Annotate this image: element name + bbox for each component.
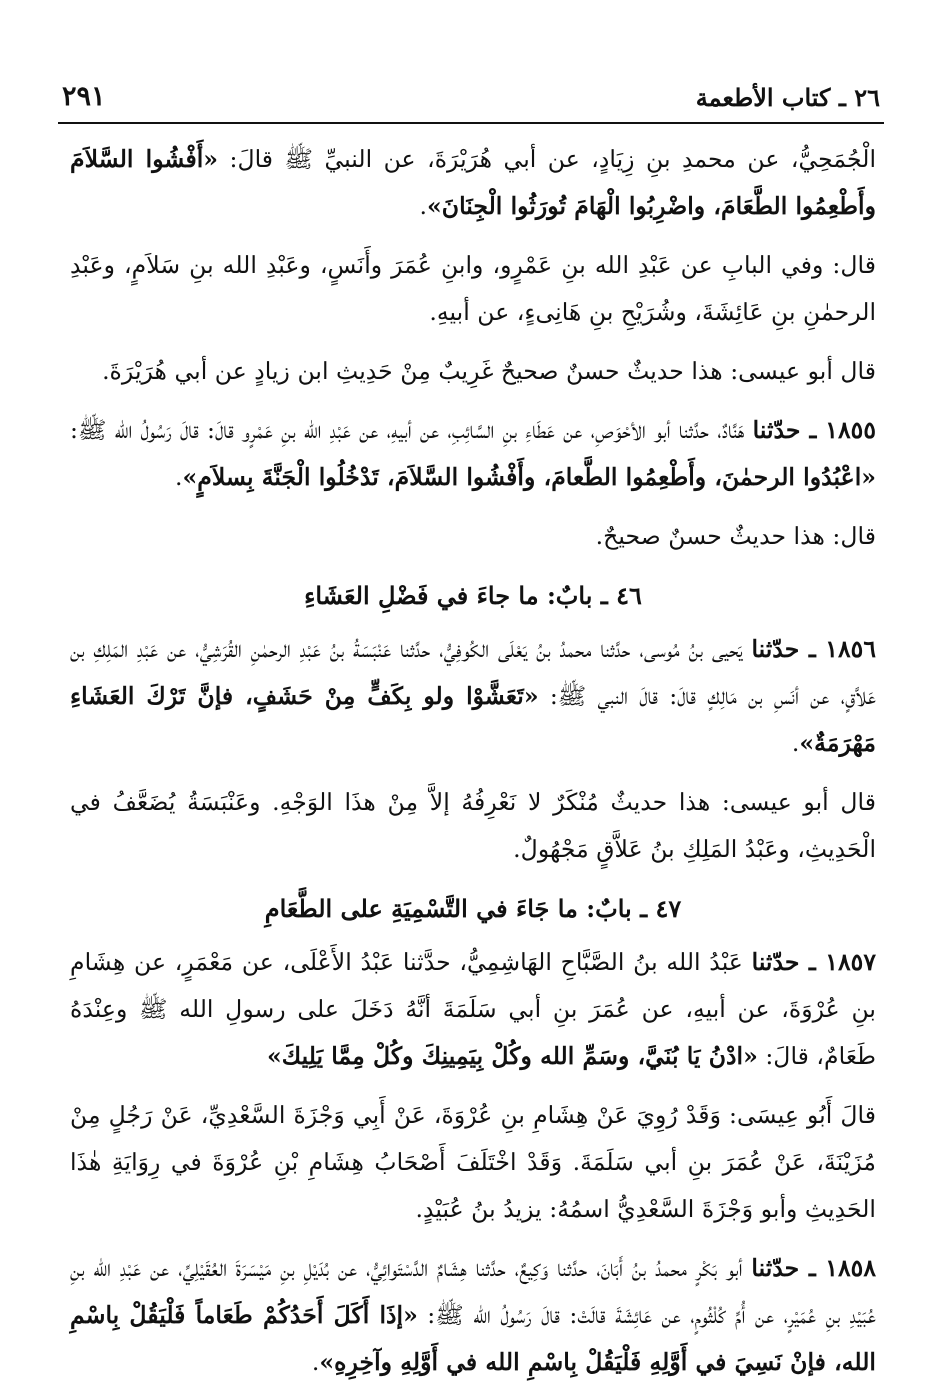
page-content [70,136,876,1398]
paragraph: قالَ أَبُو عِيسَى: وَقَدْ رُوِيَ عَنْ هِشَامِ بنِ عُرْوَةَ، عَنْ أَبِي وَجْزَةَ السَّعْدِيِّ، عَنْ رَجُلٍ مِنْ مُزَيْنَةَ، عَنْ عُمَرَ بنِ أبي سَلَمَةَ. وَقَدْ اخْتَلَفَ أَصْحَابُ هِشَامِ بْنِ عُرْوَةَ في رِوَايَةِ هٰذَا الحَدِيثِ وأبو وَجْزَةَ السَّعْدِيُّ اسمُهُ: يزيدُ بنُ عُبَيْدٍ. [70,1101,876,1223]
section-title: ٤٧ ـ بابٌ: ما جَاءَ في التَّسْمِيَةِ على الطَّعَامِ [264,894,682,923]
paragraph-end: . [311,1348,320,1376]
chapter-title: ٢٦ ـ كتاب الأطعمة [695,83,880,112]
hadith-text: «تَعَشَّوْا ولو بِكَفٍّ مِنْ حَشَفٍ، فإنَّ تَرْكَ العَشَاءِ مَهْرَمَةٌ» [70,682,876,757]
haddathana: حدّثنا [752,416,801,444]
haddathana: حدّثنا [751,1254,800,1282]
hadith-number: ١٨٥٧ ـ [799,948,876,976]
narration-chain: عَبْدُ الله بنُ الصَّبَّاحِ الهَاشِمِيُّ، حدَّثنا عَبْدُ الأَعْلَى، عن مَعْمَرٍ، عن هِشَامِ بنِ عُرْوَةَ، عن أبيهِ، عن عُمَرَ بنِ أبي سَلَمَةَ أنَّهُ دَخَلَ على رسولِ الله ﷺ وعِنْدَهُ طَعَامٌ، قالَ: [70,948,876,1070]
haddathana: حدّثنا [751,948,800,976]
paragraph [70,939,876,1080]
paragraph: قال أبو عيسى: هذا حديثٌ حسنٌ صحيحٌ غَرِيبٌ مِنْ حَدِيثِ ابن زيادٍ عن أبي هُرَيْرَةَ. [102,357,876,385]
paragraph [70,626,876,767]
paragraph-end: . [419,192,427,220]
header-rule [58,122,884,124]
paragraph-end: . [791,729,800,757]
paragraph: قال: وفي البابِ عن عَبْدِ الله بنِ عَمْرٍو، وابنِ عُمَرَ وأَنَسٍ، وعَبْدِ الله بنِ سَلاَمٍ، وعَبْدِ الرحمٰنِ بنِ عَائِشَةَ، وشُرَيْحِ بنِ هَانِىءٍ، عن أبيهِ. [70,251,876,326]
hadith-text: «اعْبُدُوا الرحمٰنَ، وأَطْعِمُوا الطَّعامَ، وأَفْشُوا السَّلاَمَ، تَدْخُلُوا الْجَنَّةَ بِسلاَمٍ» [182,463,876,491]
paragraph-end: . [175,463,183,491]
hadith-text: «أَفْشُوا السَّلاَمَ وأَطْعِمُوا الطَّعَامَ، واضْرِبُوا الْهَامَ تُورَثُوا الْجِنَانَ» [70,145,876,220]
narration-chain: يَحيى بنُ مُوسى، حدَّثنا محمدُ بنُ يَعْلَى الكُوفِيُّ، حدَّثنا عَنْبَسَةُ بنُ عَبْدِ الرحمٰنِ القُرَشِيُّ، عن عَبْدِ المَلِكِ بن عَلاَّقٍ، عن أنَسِ بن مَالِكٍ قالَ: قالَ النبي ﷺ: [70,635,876,710]
hadith-text: «ادْنُ يَا بُنَيَّ، وسَمِّ الله وكُلْ بِيَمِينِكَ وكُلْ مِمَّا يَلِيكَ» [266,1042,758,1070]
hadith-text: «إذَا أَكَلَ أَحَدُكُمْ طَعَاماً فَلْيَقُلْ بِاسْمِ الله، فإنْ نَسِيَ في أَوَّلِهِ فَلْيَقُلْ بِاسْمِ الله في أَوَّلِهِ وآخِرِهِ» [70,1301,876,1376]
section-title: ٤٦ ـ بابٌ: ما جاءَ في فَضْلِ العَشَاءِ [304,581,642,610]
paragraph: قال أبو عيسى: هذا حديثٌ مُنْكَرٌ لا نَعْرِفُهُ إلاَّ مِنْ هذَا الوَجْهِ. وعَنْبَسَةُ يُضَعَّفُ في الْحَدِيثِ، وعَبْدُ المَلِكِ بنُ عَلاَّقٍ مَجْهُولٌ. [70,788,876,863]
hadith-number: ١٨٥٨ ـ [799,1254,876,1282]
page-header [62,72,880,112]
paragraph [70,1245,876,1386]
page-number: ٢٩١ [62,81,106,112]
hadith-number: ١٨٥٥ ـ [800,416,876,444]
narration-chain: هَنَّادٌ، حدَّثنا أبو الأحْوَصِ، عن عَطَاءِ بنِ السَّائِبِ، عن أبيهِ، عن عَبْدِ الله بنِ عَمْرٍو قالَ: قالَ رَسُولُ الله ﷺ: [70,416,753,444]
paragraph [70,136,876,230]
paragraph: قال: هذا حديثٌ حسنٌ صحيحٌ. [595,522,876,550]
narration-chain: أبو بَكْرٍ محمدُ بنُ أَبَانَ، حدَّثنا وَكِيعٌ، حدَّثنا هِشَامٌ الدَّسْتَوائِيُّ، عن بُدَيْلِ بنِ مَيْسَرَةَ العُقَيْلِيِّ، عن عَبْدِ الله بنِ عُبَيْدِ بنِ عُمَيْرٍ، عن أُمِّ كُلْثُومٍ، عن عَائِشَةَ قالَتْ: قالَ رَسُولُ الله ﷺ: [70,1254,876,1329]
paragraph [70,407,876,501]
haddathana: حدّثنا [751,635,800,663]
hadith-number: ١٨٥٦ ـ [799,635,876,663]
narration-chain: الْجُمَحِيُّ، عن محمدِ بنِ زِيَادٍ، عن أبي هُرَيْرَةَ، عن النبيِّ ﷺ قالَ: [218,145,876,173]
